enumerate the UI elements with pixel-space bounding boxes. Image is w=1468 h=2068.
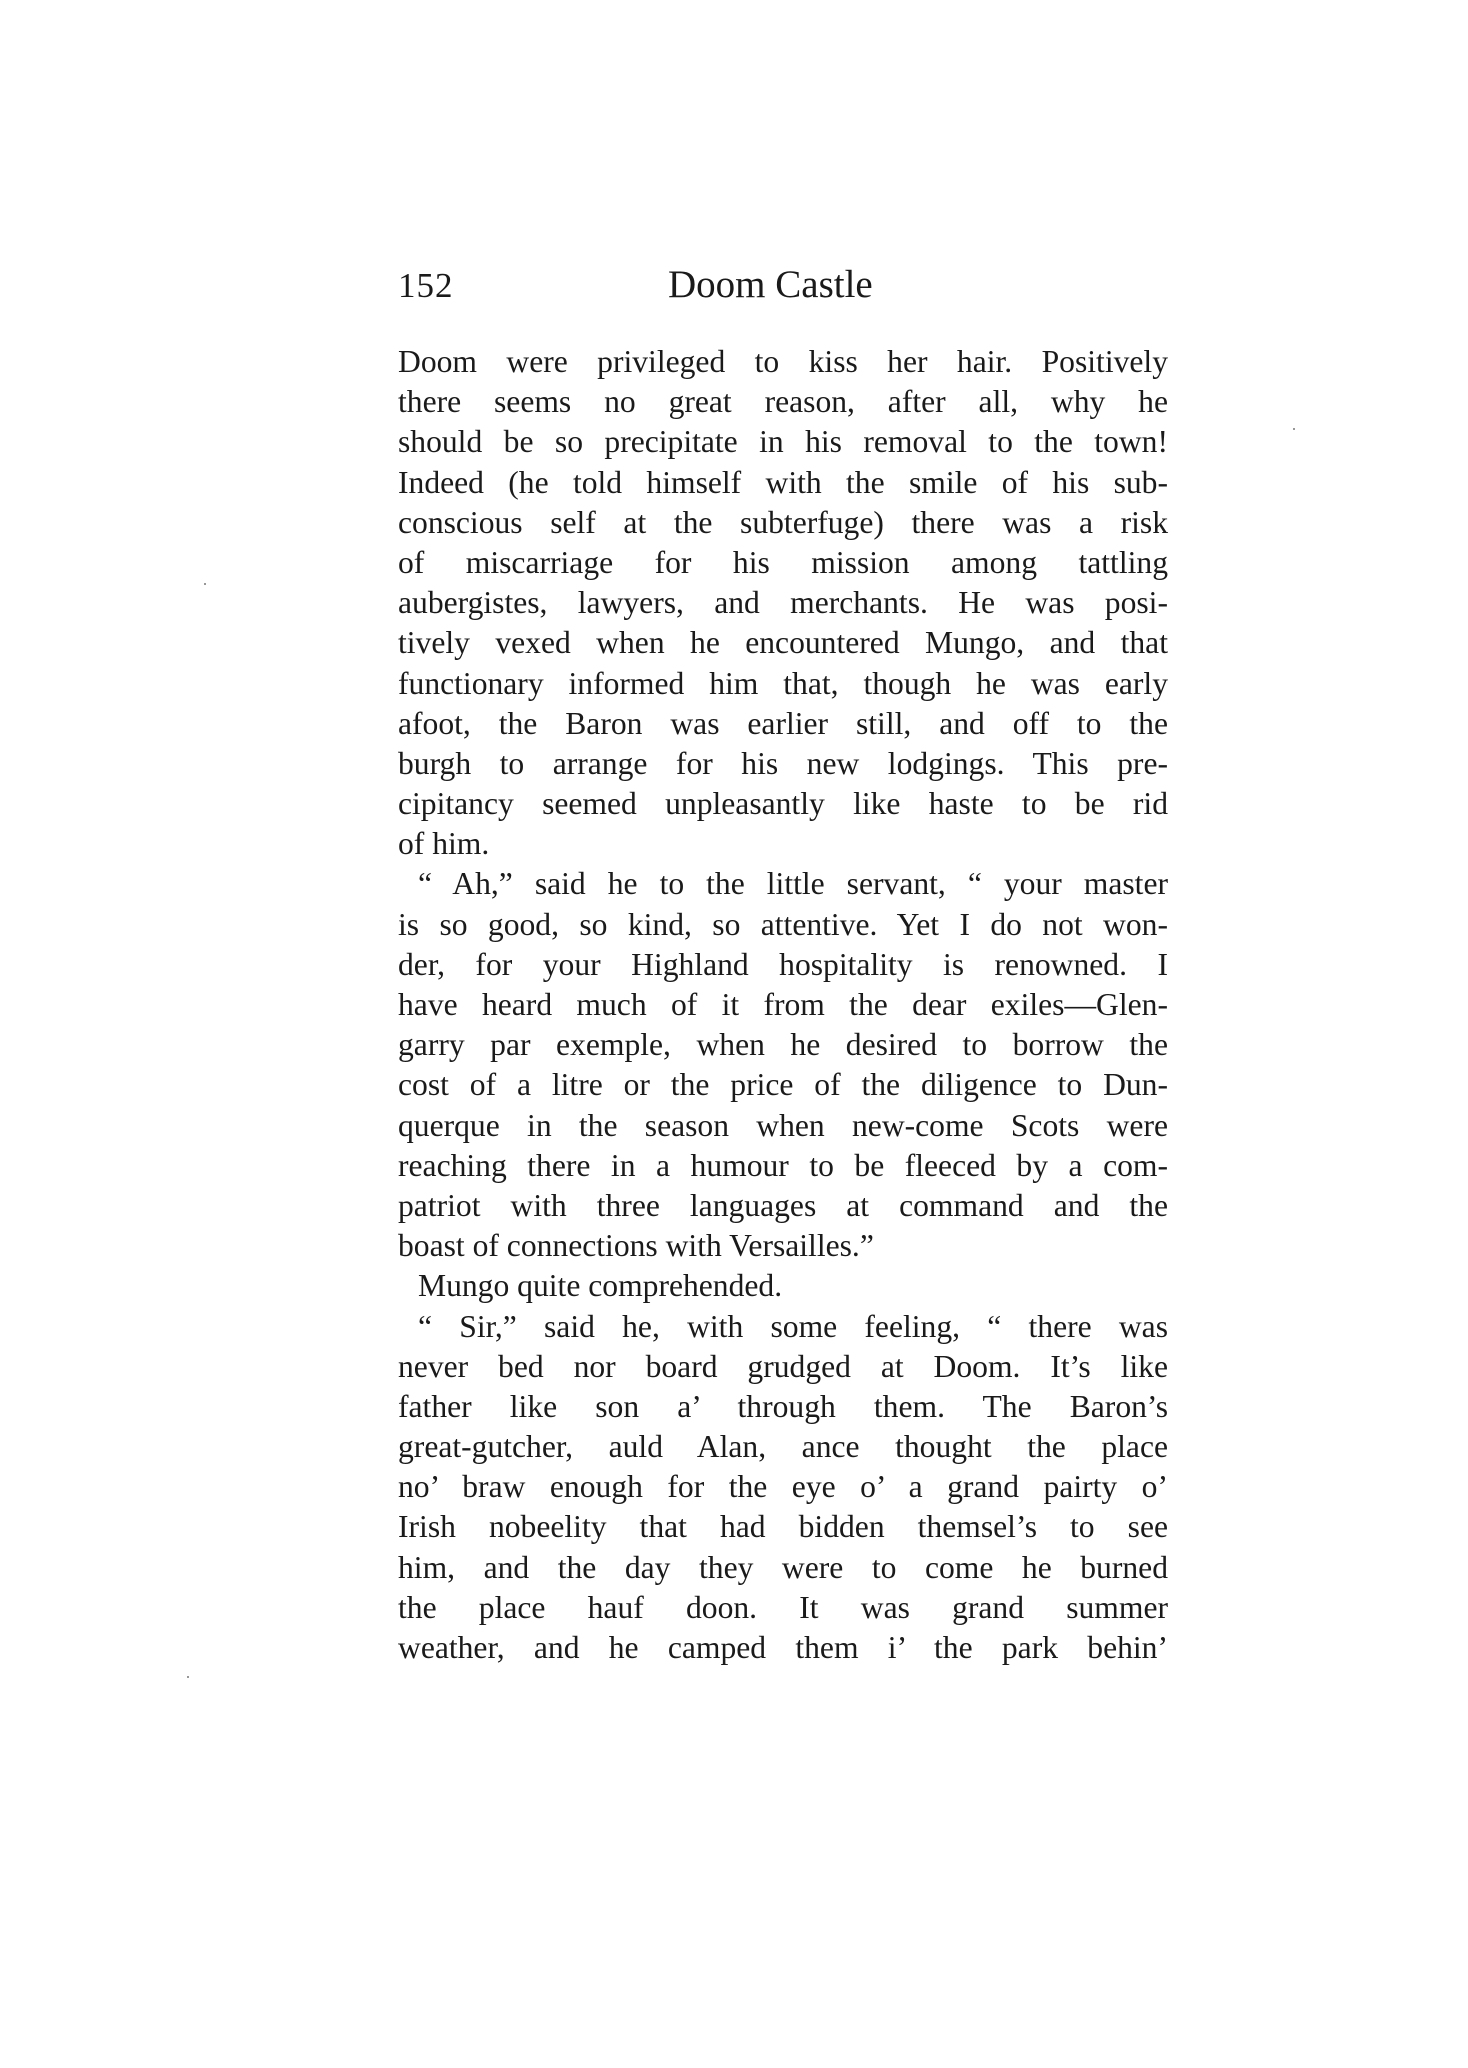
text-line: weather, and he camped them i’ the park behin’ (398, 1630, 1168, 1665)
text-line: functionary informed him that, though he was early (398, 665, 1168, 701)
text-line: father like son a’ through them. The Baron’s (398, 1388, 1168, 1424)
text-line: afoot, the Baron was earlier still, and off to the (398, 705, 1168, 741)
text-line: is so good, so kind, so attentive. Yet I do not won- (398, 906, 1168, 942)
text-line: cipitancy seemed unpleasantly like haste to be rid (398, 786, 1168, 822)
text-line: conscious self at the subterfuge) there was a risk (398, 504, 1168, 540)
scan-speck (1293, 428, 1295, 430)
page-number: 152 (398, 266, 454, 305)
text-line: have heard much of it from the dear exiles—Glen- (398, 987, 1168, 1022)
text-line: aubergistes, lawyers, and merchants. He was posi- (398, 585, 1168, 621)
text-line: Irish nobeelity that had bidden themsel’s to see (398, 1509, 1168, 1545)
scan-speck (187, 1676, 189, 1678)
text-line: patriot with three languages at command and the (398, 1187, 1168, 1223)
text-line: querque in the season when new-come Scots were (398, 1107, 1168, 1143)
running-title: Doom Castle (668, 263, 873, 306)
text-line: “ Ah,” said he to the little servant, “ your master (418, 866, 1168, 902)
text-line: Doom were privileged to kiss her hair. Positively (398, 344, 1168, 379)
text-line: boast of connections with Versailles.” (398, 1228, 874, 1264)
text-line: never bed nor board grudged at Doom. It’s like (398, 1348, 1168, 1384)
text-line: great-gutcher, auld Alan, ance thought the place (398, 1429, 1168, 1465)
body-text (398, 342, 1168, 1668)
text-line: of him. (398, 826, 490, 862)
text-line: garry par exemple, when he desired to borrow the (398, 1027, 1168, 1063)
text-line: tively vexed when he encountered Mungo, and that (398, 625, 1168, 661)
text-line: of miscarriage for his mission among tattling (398, 544, 1168, 580)
text-line: “ Sir,” said he, with some feeling, “ there was (418, 1308, 1168, 1344)
text-line: cost of a litre or the price of the diligence to Dun- (398, 1067, 1168, 1103)
text-line: should be so precipitate in his removal to the town! (398, 424, 1168, 460)
text-line: Mungo quite comprehended. (418, 1268, 783, 1304)
text-line: there seems no great reason, after all, why he (398, 384, 1168, 420)
scan-speck (204, 583, 206, 585)
text-line: der, for your Highland hospitality is renowned. I (398, 946, 1168, 982)
text-line: Indeed (he told himself with the smile of his sub- (398, 464, 1168, 500)
text-line: the place hauf doon. It was grand summer (398, 1589, 1168, 1625)
text-line: burgh to arrange for his new lodgings. This pre- (398, 745, 1168, 781)
page-header (398, 262, 1168, 312)
text-line: him, and the day they were to come he burned (398, 1549, 1168, 1585)
text-line: no’ braw enough for the eye o’ a grand pairty o’ (398, 1469, 1168, 1505)
text-line: reaching there in a humour to be fleeced by a com- (398, 1147, 1168, 1183)
